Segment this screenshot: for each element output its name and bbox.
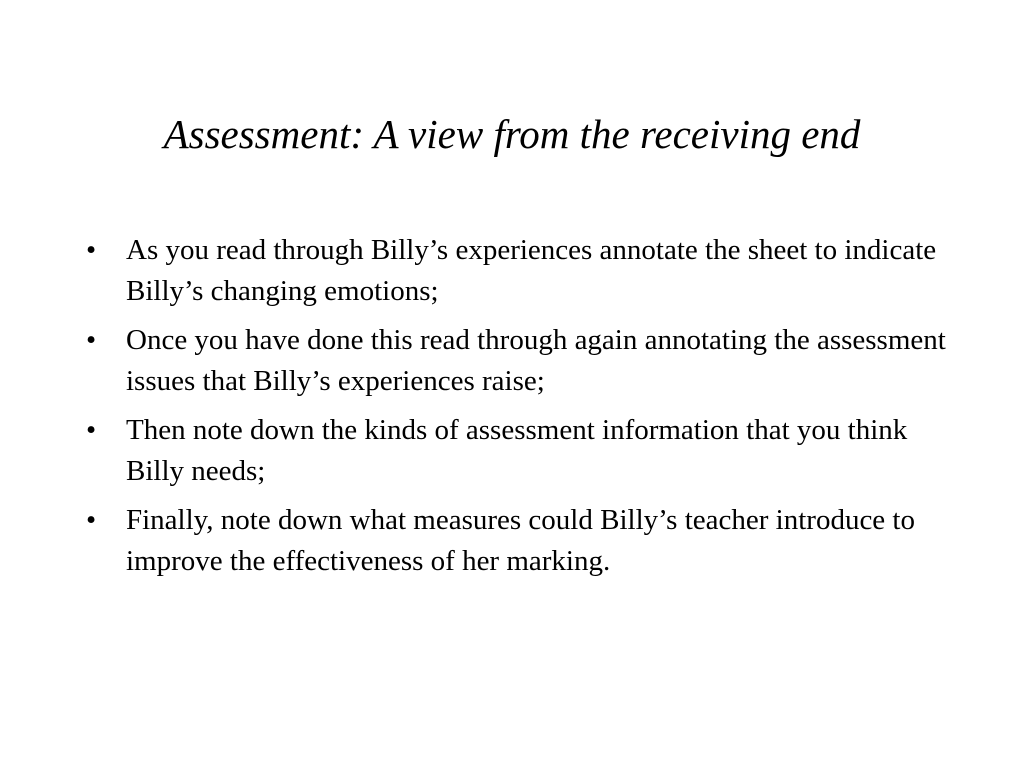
- bullet-icon: •: [86, 324, 97, 356]
- bullet-text: Once you have done this read through again annotating the assessment issues that Billy’s experiences raise;: [126, 324, 946, 397]
- bullet-text: As you read through Billy’s experiences annotate the sheet to indicate Billy’s changing emotions;: [126, 234, 937, 307]
- slide-title: Assessment: A view from the receiving end: [163, 111, 861, 157]
- bullet-item: [86, 230, 946, 312]
- bullet-icon: •: [86, 234, 97, 266]
- bullet-list: [86, 230, 946, 590]
- bullet-icon: •: [86, 504, 97, 536]
- bullet-item: [86, 410, 946, 492]
- bullet-item: [86, 320, 946, 402]
- bullet-item: [86, 500, 946, 582]
- bullet-text: Finally, note down what measures could Billy’s teacher introduce to improve the effectiveness of her marking.: [126, 504, 915, 577]
- bullet-icon: •: [86, 414, 97, 446]
- bullet-text: Then note down the kinds of assessment information that you think Billy needs;: [126, 414, 908, 487]
